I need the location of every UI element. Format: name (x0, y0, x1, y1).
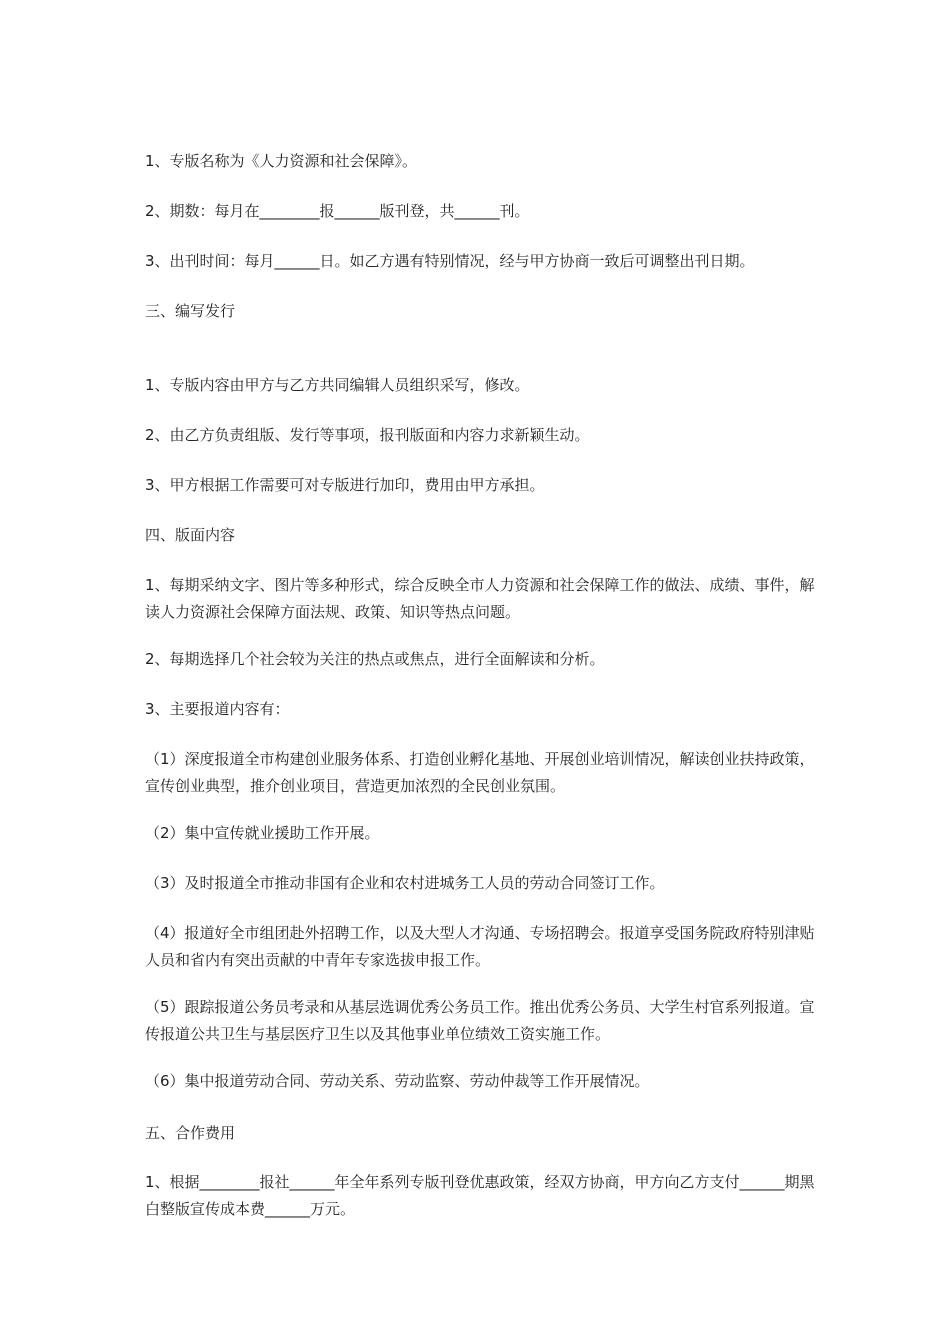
list-item: （1）深度报道全市构建创业服务体系、打造创业孵化基地、开展创业培训情况，解读创业扶持政策，宣传创业典型，推介创业项目，营造更加浓烈的全民创业氛围。 (145, 750, 815, 795)
paragraph: 3、出刊时间：每月______日。如乙方遇有特别情况，经与甲方协商一致后可调整出刊日期。 (145, 252, 755, 270)
list-item: （5）跟踪报道公务员考录和从基层选调优秀公务员工作。推出优秀公务员、大学生村官系列报道。宣传报道公共卫生与基层医疗卫生以及其他事业单位绩效工资实施工作。 (145, 998, 815, 1043)
section-heading: 三、编写发行 (145, 302, 236, 320)
section-heading: 五、合作费用 (145, 1124, 236, 1142)
section-heading: 四、版面内容 (145, 526, 236, 544)
paragraph: 1、每期采纳文字、图片等多种形式，综合反映全市人力资源和社会保障工作的做法、成绩、事件，解读人力资源社会保障方面法规、政策、知识等热点问题。 (145, 576, 815, 621)
paragraph: 2、由乙方负责组版、发行等事项，报刊版面和内容力求新颖生动。 (145, 426, 590, 444)
paragraph: 2、每期选择几个社会较为关注的热点或焦点，进行全面解读和分析。 (145, 650, 605, 668)
list-item: （4）报道好全市组团赴外招聘工作，以及大型人才沟通、专场招聘会。报道享受国务院政府特别津贴人员和省内有突出贡献的中青年专家选拔申报工作。 (145, 924, 815, 969)
list-item: （6）集中报道劳动合同、劳动关系、劳动监察、劳动仲裁等工作开展情况。 (145, 1072, 650, 1090)
list-item: （2）集中宣传就业援助工作开展。 (145, 824, 380, 842)
paragraph: 2、期数：每月在________报______版刊登，共______刊。 (145, 202, 530, 220)
paragraph: 1、专版名称为《人力资源和社会保障》。 (145, 152, 418, 170)
paragraph: 1、根据________报社______年全年系列专版刊登优惠政策，经双方协商，甲方向乙方支付______期黑白整版宣传成本费______万元。 (145, 1173, 815, 1218)
paragraph: 1、专版内容由甲方与乙方共同编辑人员组织采写，修改。 (145, 376, 530, 394)
paragraph: 3、甲方根据工作需要可对专版进行加印，费用由甲方承担。 (145, 476, 545, 494)
list-item: （3）及时报道全市推动非国有企业和农村进城务工人员的劳动合同签订工作。 (145, 874, 665, 892)
paragraph: 3、主要报道内容有： (145, 700, 290, 718)
